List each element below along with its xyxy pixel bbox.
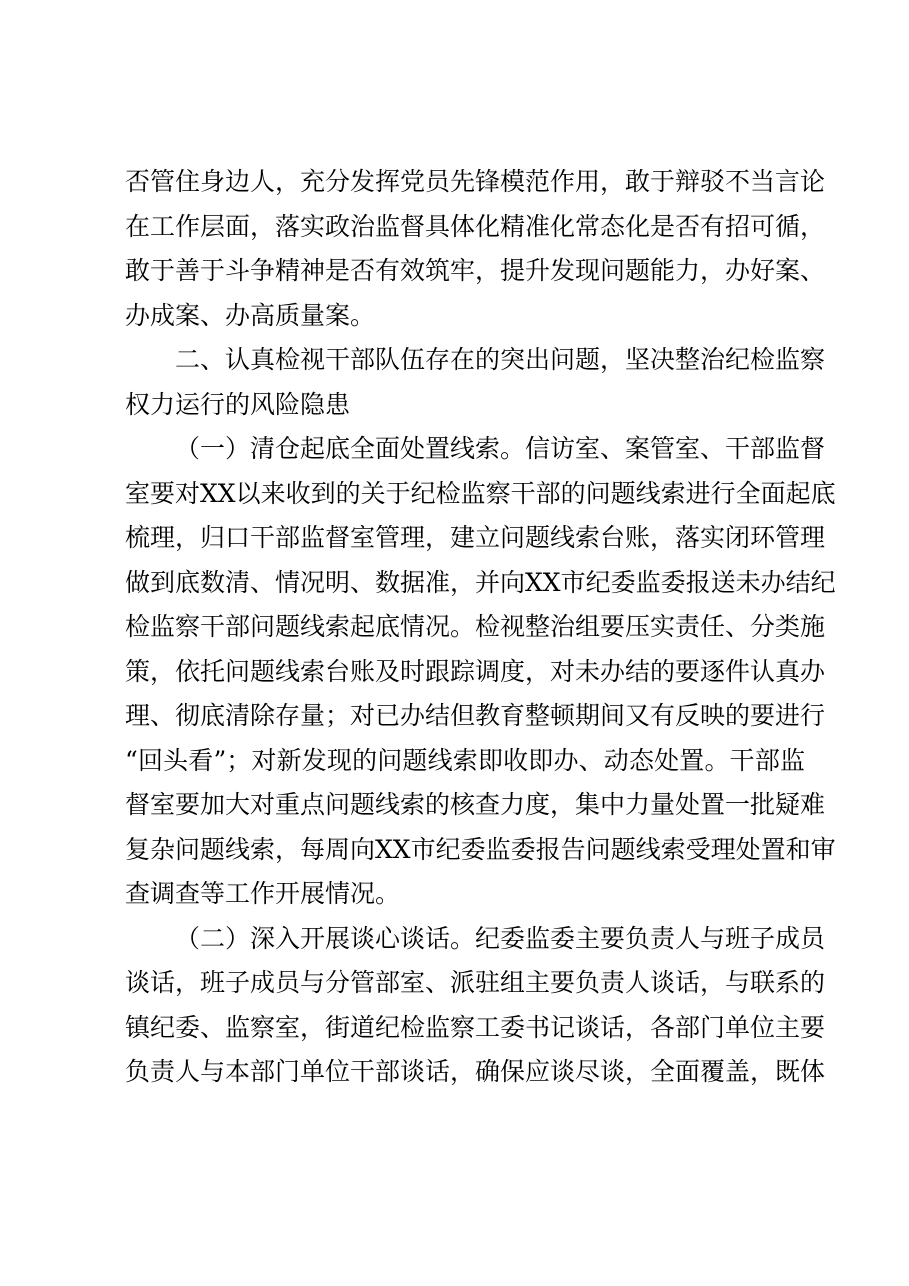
text-line: 理、彻底清除存量；对已办结但教育整顿期间又有反映的要进行	[125, 701, 826, 730]
text-line: 敢于善于斗争精神是否有效筑牢，提升发现问题能力，办好案、	[125, 256, 826, 285]
paragraph-1	[125, 160, 826, 338]
text-line: 做到底数清、情况明、数据准，并向XX市纪委监委报送未办结纪	[125, 567, 836, 597]
text-line: 检监察干部问题线索起底情况。检视整治组要压实责任、分类施	[125, 612, 826, 641]
text-line: 策，依托问题线索台账及时跟踪调度，对未办结的要逐件认真办	[125, 656, 826, 686]
text-line: 办成案、办高质量案。	[125, 300, 376, 330]
paragraph-3	[125, 427, 836, 917]
text-line: 在工作层面，落实政治监督具体化精准化常态化是否有招可循，	[125, 211, 826, 241]
paragraph-4	[125, 917, 826, 1095]
text-line: 否管住身边人，充分发挥党员先锋模范作用，敢于辩驳不当言论	[125, 167, 826, 196]
section-heading-2	[125, 338, 826, 427]
document-body	[125, 160, 836, 1095]
text-line: 权力运行的风险隐患	[125, 389, 351, 419]
text-line: （一）清仓起底全面处置线索。信访室、案管室、干部监督	[175, 434, 826, 463]
text-line: 查调查等工作开展情况。	[125, 879, 401, 908]
text-line: 镇纪委、监察室，街道纪检监察工委书记谈话，各部门单位主要	[125, 1012, 826, 1042]
text-line: 谈话，班子成员与分管部室、派驻组主要负责人谈话，与联系的	[125, 968, 826, 997]
text-line: 督室要加大对重点问题线索的核查力度，集中力量处置一批疑难	[125, 790, 826, 819]
text-line: 负责人与本部门单位干部谈话，确保应谈尽谈，全面覆盖，既体	[125, 1057, 826, 1086]
text-line: 室要对XX以来收到的关于纪检监察干部的问题线索进行全面起底	[125, 478, 836, 508]
text-line: （二）深入开展谈心谈话。纪委监委主要负责人与班子成员	[175, 923, 826, 953]
text-line: 复杂问题线索，每周向XX市纪委监委报告问题线索受理处置和审	[125, 834, 836, 864]
text-line: “回头看”；对新发现的问题线索即收即办、动态处置。干部监	[125, 745, 805, 775]
text-line: 梳理，归口干部监督室管理，建立问题线索台账，落实闭环管理	[125, 523, 826, 552]
text-line: 二、认真检视干部队伍存在的突出问题，坚决整治纪检监察	[175, 345, 826, 374]
